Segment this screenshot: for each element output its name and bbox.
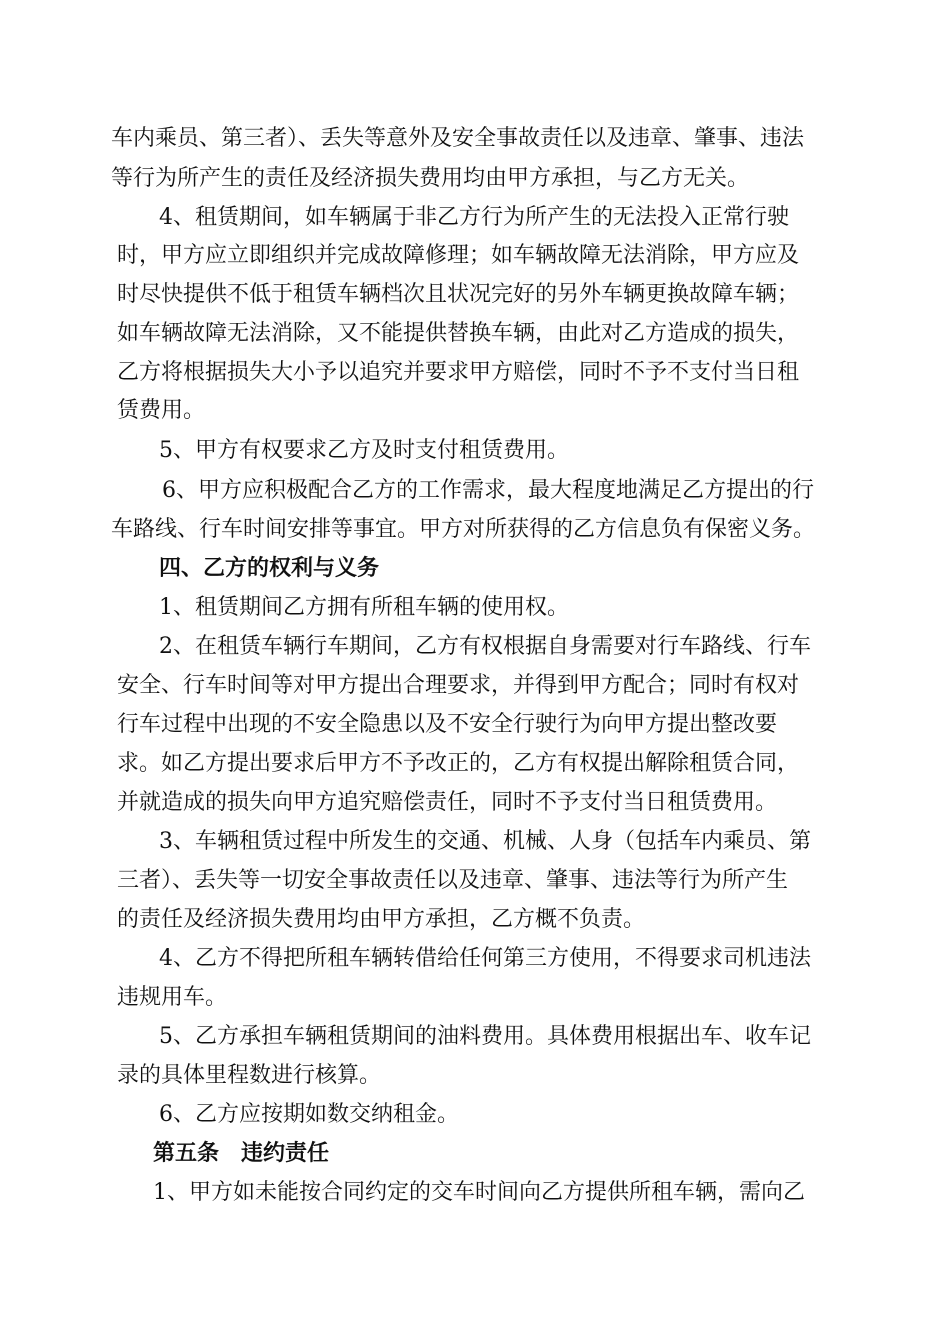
text-line: 2、在租赁车辆行车期间，乙方有权根据自身需要对行车路线、行车	[159, 634, 811, 659]
text-line: 时尽快提供不低于租赁车辆档次且状况完好的另外车辆更换故障车辆；	[117, 282, 800, 307]
text-line: 录的具体里程数进行核算。	[117, 1063, 382, 1088]
text-line: 乙方将根据损失大小予以追究并要求甲方赔偿，同时不予不支付当日租	[117, 360, 800, 385]
text-line: 6、甲方应积极配合乙方的工作需求，最大程度地满足乙方提出的行	[162, 478, 814, 503]
text-line: 的责任及经济损失费用均由甲方承担，乙方概不负责。	[117, 907, 646, 932]
text-line: 5、甲方有权要求乙方及时支付租赁费用。	[159, 438, 569, 463]
text-line: 6、乙方应按期如数交纳租金。	[159, 1102, 459, 1127]
text-line: 车内乘员、第三者）、丢失等意外及安全事故责任以及违章、肇事、违法	[111, 126, 805, 151]
text-line: 3、车辆租赁过程中所发生的交通、机械、人身（包括车内乘员、第	[159, 829, 811, 854]
section-heading: 四、乙方的权利与义务	[159, 556, 380, 581]
text-line: 违规用车。	[117, 985, 228, 1010]
text-line: 求。如乙方提出要求后甲方不予改正的，乙方有权提出解除租赁合同，	[117, 751, 800, 776]
text-line: 4、乙方不得把所租车辆转借给任何第三方使用，不得要求司机违法	[159, 946, 811, 971]
text-line: 并就造成的损失向甲方追究赔偿责任，同时不予支付当日租赁费用。	[117, 790, 778, 815]
text-line: 车路线、行车时间安排等事宜。甲方对所获得的乙方信息负有保密义务。	[111, 517, 816, 542]
text-line: 等行为所产生的责任及经济损失费用均由甲方承担，与乙方无关。	[111, 166, 750, 191]
text-line: 行车过程中出现的不安全隐患以及不安全行驶行为向甲方提出整改要	[117, 712, 778, 737]
text-line: 三者）、丢失等一切安全事故责任以及违章、肇事、违法等行为所产生	[117, 868, 789, 893]
section-heading: 第五条 违约责任	[153, 1141, 330, 1166]
text-line: 时，甲方应立即组织并完成故障修理；如车辆故障无法消除，甲方应及	[117, 243, 800, 268]
text-line: 4、租赁期间，如车辆属于非乙方行为所产生的无法投入正常行驶	[159, 205, 789, 230]
text-line: 1、租赁期间乙方拥有所租车辆的使用权。	[159, 595, 569, 620]
text-line: 5、乙方承担车辆租赁期间的油料费用。具体费用根据出车、收车记	[159, 1024, 811, 1049]
text-line: 赁费用。	[117, 398, 206, 423]
text-line: 如车辆故障无法消除，又不能提供替换车辆，由此对乙方造成的损失，	[117, 321, 800, 346]
text-line: 1、甲方如未能按合同约定的交车时间向乙方提供所租车辆，需向乙	[153, 1180, 805, 1205]
text-line: 安全、行车时间等对甲方提出合理要求，并得到甲方配合；同时有权对	[117, 673, 800, 698]
